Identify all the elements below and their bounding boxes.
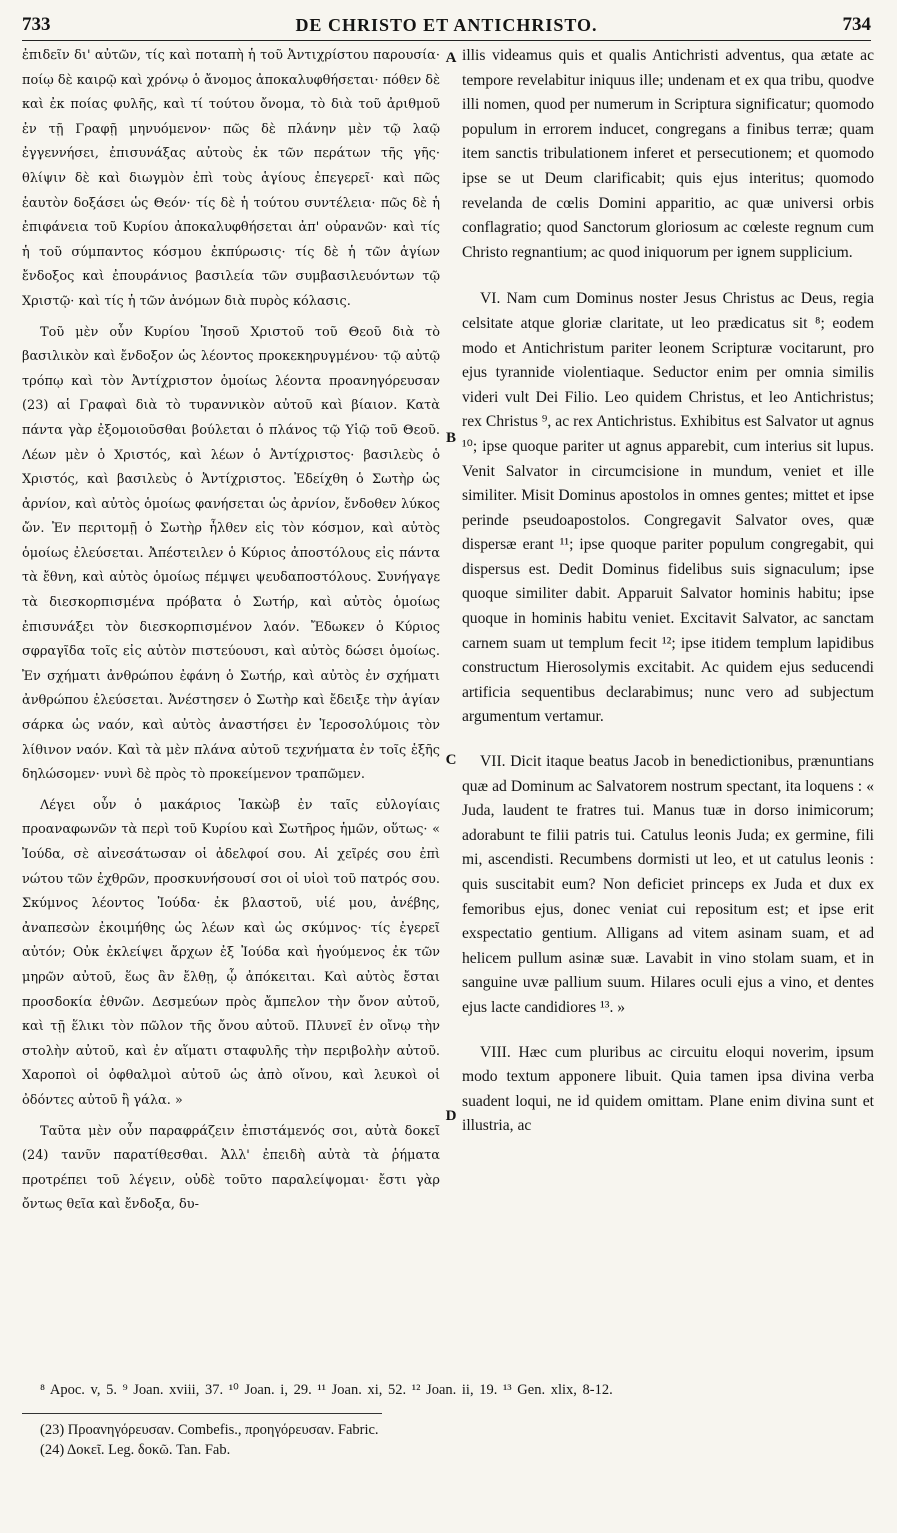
greek-paragraph: ἐπιδεῖν δι' αὐτῶν, τίς καὶ ποταπὴ ἡ τοῦ Ἀντιχρίστου παρουσία· ποίῳ δὲ καιρῷ καὶ χρόνῳ ὁ ἄνομος ἀποκαλυφθήσεται· πόθεν δὲ καὶ ἐκ ποίας φυλῆς, καὶ τί τούτου ὄνομα, τὸ διὰ τοῦ ἀριθμοῦ ἐν τῇ Γραφῇ μηνυόμενον· πῶς δὲ πλάνην μὲν τῷ λαῷ ἐγγεννήσει, ἐπισυνάξας αὐτοὺς ἐκ τῶν περάτων τῆς γῆς· θλίψιν δὲ καὶ διωγμὸν ἐπὶ τοὺς ἁγίους ἐπεγερεῖ· καὶ πῶς ἑαυτὸν δοξάσει ὡς Θεόν· τίς δὲ ἡ τούτου συντέλεια· πῶς δὲ ἡ ἐπιφάνεια τοῦ Κυρίου ἀποκαλυφθήσεται ἀπ' οὐρανῶν· καὶ τίς ἡ τοῦ σύμπαντος κόσμου ἐκπύρωσις· τίς δὲ ἡ τῶν ἁγίων ἔνδοξος καὶ ἐπουράνιος βασιλεία τῶν συμβασιλευόντων τῷ Χριστῷ· καὶ τίς ἡ τῶν ἀνόμων διὰ πυρὸς κόλασις.	[22, 48, 440, 309]
footnote-24: (24) Δοκεῖ. Leg. δοκῶ. Tan. Fab.	[40, 1442, 231, 1458]
latin-paragraph: VII. Dicit itaque beatus Jacob in benedictionibus, prænuntians quæ ad Dominum ac Salvatorem nostrum spectant, ita loquens : « Juda, laudent te fratres tui. Manus tuæ in dorso inimicorum; adorabunt te filii patris tui. Catulus leonis Juda; ex germine, fili mi, ascendisti. Recumbens dormisti ut leo, et ut catulus leonis : quis suscitabit eum? Non deficiet princeps ex Juda et dux ex femoribus ejus, donec veniat cui repositum est; et ipse erit exspectatio gentium. Alligans ad vitem asinam suam, et ad helicem pullum asinæ suæ. Lavabit in vino stolam suam, et in sanguine uvæ pallium suum. Hilares oculi ejus a vino, et dentes ejus lacte candidiores ¹³. »	[462, 753, 874, 1016]
page-number-right: 734	[842, 14, 871, 35]
page-number-left: 733	[22, 14, 51, 35]
latin-column	[462, 44, 874, 1159]
greek-column	[22, 44, 440, 1224]
latin-paragraph: illis videamus quis et qualis Antichristi adventus, qua ætate ac tempore revelabitur iniquus ille; undenam et ex qua tribu, quodve illi nomen, quod per numerum in Scriptura significatur; quomodo populum in errorem inducet, congregans a finibus terræ; quam item sanctis tribulationem inferet et persecutionem; et quomodo ipse se ut Deum clarificabit; quis ejus interitus; quomodo revelanda de cœlis Domini apparitio, ac quæ universi orbis conflagratio; quod Sanctorum gloriosum ac cœleste regnum cum Christo regnantium; ac quod iniquorum per ignem supplicium.	[462, 47, 874, 261]
footnotes	[40, 1382, 871, 1460]
greek-paragraph: Λέγει οὖν ὁ μακάριος Ἰακὼβ ἐν ταῖς εὐλογίαις προαναφωνῶν τὰ περὶ τοῦ Κυρίου καὶ Σωτῆρος ἡμῶν, οὕτως· « Ἰούδα, σὲ αἰνεσάτωσαν οἱ ἀδελφοί σου. Αἱ χεῖρές σου ἐπὶ νώτου τῶν ἐχθρῶν, προσκυνήσουσί σοι οἱ υἱοὶ τοῦ πατρός σου. Σκύμνος λέοντος Ἰούδα· ἐκ βλαστοῦ, υἱέ μου, ἀνέβης, ἀναπεσὼν ἐκοιμήθης ὡς λέων καὶ ὡς σκύμνος· τίς ἐγερεῖ αὐτόν; Οὐκ ἐκλείψει ἄρχων ἐξ Ἰούδα καὶ ἡγούμενος ἐκ τῶν μηρῶν αὐτοῦ, ἕως ἂν ἔλθῃ, ᾧ ἀπόκειται. Καὶ αὐτὸς ἔσται προσδοκία ἐθνῶν. Δεσμεύων πρὸς ἄμπελον τὴν ὄνον αὐτοῦ, καὶ τῇ ἕλικι τὸν πῶλον τῆς ὄνου αὐτοῦ. Πλυνεῖ ἐν οἴνῳ τὴν στολὴν αὐτοῦ, καὶ ἐν αἵματι σταφυλῆς τὴν περιβολὴν αὐτοῦ. Χαροποὶ οἱ ὀφθαλμοὶ αὐτοῦ ὡς ἀπὸ οἴνου, καὶ λευκοὶ οἱ ὀδόντες αὐτοῦ ἢ γάλα. »	[22, 797, 440, 1108]
footnote-23: (23) Προανηγόρευσαν. Combefis., προηγόρευσαν. Fabric.	[40, 1422, 379, 1438]
greek-paragraph: Ταῦτα μὲν οὖν παραφράζειν ἐπιστάμενός σοι, αὐτὰ δοκεῖ (24) τανῦν παρατίθεσθαι. Ἀλλ' ἐπειδὴ αὐτὰ τὰ ῥήματα προτρέπει τοῦ λέγειν, οὐδὲ τοῦτο παραλείψομαι· ἔστι γὰρ ὄντως θεῖα καὶ ἔνδοξα, δυ-	[22, 1123, 440, 1213]
latin-paragraph: VI. Nam cum Dominus noster Jesus Christus ac Deus, regia celsitate atque gloriæ claritate, ut leo prædicatus sit ⁸; eodem modo et Antichristum pariter leonem Scripturæ vocitarunt, pro ejus tyrannide violentiaque. Seductor enim per omnia similis videri vult Dei Filio. Leo quidem Christus, et leo Antichristus; rex Christus ⁹, ac rex Antichristus. Exhibitus est Salvator ut agnus ¹⁰; ipse quoque pariter ut agnus apparebit, cum interius sit lupus. Venit Salvator in circumcisione in mundum, veniet et ille similiter. Misit Dominus apostolos in omnes gentes; mittet et ipse perinde pseudoapostolos. Congregavit Salvator oves, quæ dispersæ erant ¹¹; ipse quoque pariter populum congregabit, qui dispersus est. Dedit Dominus fidelibus suis signaculum; ipse quoque similiter dabit. Apparuit Salvator hominis habitu; ipse quoque in hominis habitu veniet. Excitavit Salvator, ac sanctam carnem suam ut templum fecit ¹²; ipse itidem templum lapidibus constructum Hierosolymis excitabit. Ac quidem ejus seducendi artificia sequentibus declarabimus; nunc vero ad subjectum argumentum vertamur.	[462, 290, 874, 726]
margin-markers	[440, 0, 462, 1400]
latin-paragraph: VIII. Hæc cum pluribus ac circuitu eloqui noverim, ipsum modo textum apponere libuit. Quia tamen ipsa divina verba suadent loqui, ne id quidem omittam. Plane enim divina sunt et illustria, ac	[462, 1043, 874, 1135]
margin-marker-a: A	[445, 50, 457, 66]
greek-paragraph: Τοῦ μὲν οὖν Κυρίου Ἰησοῦ Χριστοῦ τοῦ Θεοῦ διὰ τὸ βασιλικὸν καὶ ἔνδοξον ὡς λέοντος προκεκηρυγμένου· τῷ αὐτῷ τρόπῳ καὶ τὸν Ἀντίχριστον ὁμοίως λέοντα προανηγόρευσαν (23) αἱ Γραφαὶ διὰ τὸ τυραννικὸν αὐτοῦ καὶ βίαιον. Κατὰ πάντα γὰρ ἐξομοιοῦσθαι βούλεται ὁ πλάνος τῷ Υἱῷ τοῦ Θεοῦ. Λέων μὲν ὁ Χριστός, καὶ λέων ὁ Ἀντίχριστος· βασιλεὺς ὁ Χριστός, καὶ βασιλεὺς ὁ Ἀντίχριστος. Ἐδείχθη ὁ Σωτὴρ ὡς ἀρνίον, καὶ αὐτὸς ὁμοίως φανήσεται ὡς ἀρνίον, ἔνδοθεν λύκος ὤν. Ἐν περιτομῇ ὁ Σωτὴρ ἦλθεν εἰς τὸν κόσμον, καὶ αὐτὸς ὁμοίως ἐλεύσεται. Ἀπέστειλεν ὁ Κύριος ἀποστόλους εἰς πάντα τὰ ἔθνη, καὶ αὐτὸς ὁμοίως πέμψει ψευδαποστόλους. Συνήγαγε τὰ διεσκορπισμένα πρόβατα ὁ Σωτήρ, καὶ αὐτὸς ὁμοίως ἐπισυνάξει τὸν διεσκορπισμένον λαόν. Ἔδωκεν ὁ Κύριος σφραγῖδα τοῖς εἰς αὐτὸν πιστεύουσι, καὶ αὐτὸς δώσει ὁμοίως. Ἐν σχήματι ἀνθρώπου ἐφάνη ὁ Σωτήρ, καὶ αὐτὸς ἐν σχήματι ἀνθρώπου ἐλεύσεται. Ἀνέστησεν ὁ Σωτὴρ καὶ ἔδειξε τὴν ἁγίαν σάρκα ὡς ναόν, καὶ αὐτὸς ἀναστήσει ἐν Ἱεροσολύμοις τὸν λίθινον ναόν. Καὶ τὰ μὲν πλάνα αὐτοῦ τεχνήματα ἐν τοῖς ἑξῆς δηλώσομεν· νυνὶ δὲ πρὸς τὸ προκείμενον τραπῶμεν.	[22, 324, 440, 783]
page-title: DE CHRISTO ET ANTICHRISTO.	[295, 14, 598, 35]
margin-marker-d: D	[445, 1108, 457, 1124]
margin-marker-b: B	[445, 430, 456, 446]
margin-marker-c: C	[445, 752, 457, 768]
scripture-references: ⁸ Apoc. v, 5. ⁹ Joan. xviii, 37. ¹⁰ Joan. i, 29. ¹¹ Joan. xi, 52. ¹² Joan. ii, 19. ¹³ Gen. xlix, 8-12.	[40, 1382, 613, 1398]
footnote-divider	[22, 1413, 382, 1414]
